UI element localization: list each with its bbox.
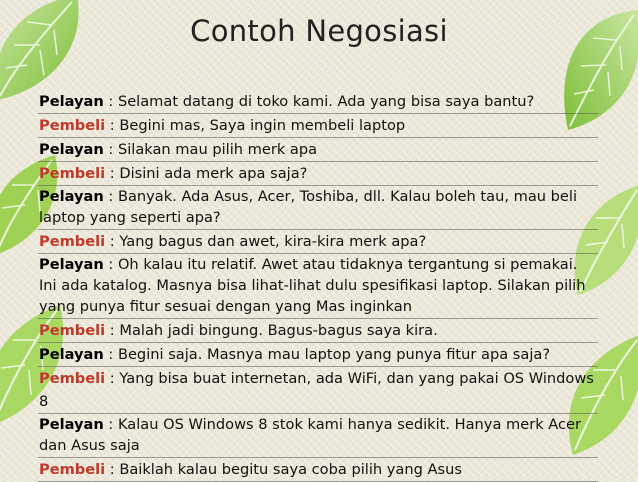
utterance-text: : Kalau OS Windows 8 stok kami hanya sedikit. Hanya merk Acer dan Asus saja: [39, 416, 582, 454]
speaker-label: Pelayan: [39, 188, 104, 205]
dialogue-line: [38, 114, 598, 138]
dialogue-line: [38, 90, 598, 114]
dialogue-line: [38, 367, 598, 414]
utterance-text: : Baiklah kalau begitu saya coba pilih yang Asus: [105, 461, 462, 478]
utterance-text: : Malah jadi bingung. Bagus-bagus saya kira.: [105, 322, 438, 339]
utterance-text: : Banyak. Ada Asus, Acer, Toshiba, dll. Kalau boleh tau, mau beli laptop yang seperti apa?: [39, 188, 578, 226]
utterance-text: : Yang bisa buat internetan, ada WiFi, dan yang pakai OS Windows 8: [39, 370, 594, 410]
speaker-label: Pembeli: [39, 461, 106, 478]
dialogue-line: [38, 343, 598, 367]
speaker-label: Pelayan: [39, 93, 104, 110]
speaker-label: Pelayan: [39, 416, 104, 433]
speaker-label: Pembeli: [39, 370, 106, 387]
utterance-text: : Disini ada merk apa saja?: [105, 165, 308, 182]
speaker-label: Pelayan: [39, 141, 104, 158]
dialogue-list: [38, 90, 598, 482]
dialogue-line: [38, 458, 598, 482]
dialogue-line: [38, 414, 598, 458]
dialogue-line: [38, 138, 598, 162]
speaker-label: Pembeli: [39, 117, 106, 134]
dialogue-line: [38, 186, 598, 230]
utterance-text: : Yang bagus dan awet, kira-kira merk apa?: [105, 233, 427, 250]
speaker-label: Pelayan: [39, 346, 104, 363]
speaker-label: Pembeli: [39, 233, 106, 250]
utterance-text: : Begini mas, Saya ingin membeli laptop: [105, 117, 406, 134]
utterance-text: : Silakan mau pilih merk apa: [103, 141, 318, 158]
dialogue-line: [38, 319, 598, 343]
speaker-label: Pembeli: [39, 322, 106, 339]
speaker-label: Pelayan: [39, 256, 104, 273]
dialogue-line: [38, 230, 598, 254]
utterance-text: : Oh kalau itu relatif. Awet atau tidaknya tergantung si pemakai. Ini ada katalog. Masnya bisa lihat-lihat dulu spesifikasi laptop. Silakan pilih yang punya fitur sesuai dengan yang Mas inginkan: [39, 256, 586, 315]
slide-title: Contoh Negosiasi: [190, 14, 448, 48]
utterance-text: : Begini saja. Masnya mau laptop yang punya fitur apa saja?: [103, 346, 551, 363]
utterance-text: : Selamat datang di toko kami. Ada yang bisa saya bantu?: [103, 93, 535, 110]
speaker-label: Pembeli: [39, 165, 106, 182]
dialogue-line: [38, 162, 598, 186]
dialogue-line: [38, 254, 598, 319]
